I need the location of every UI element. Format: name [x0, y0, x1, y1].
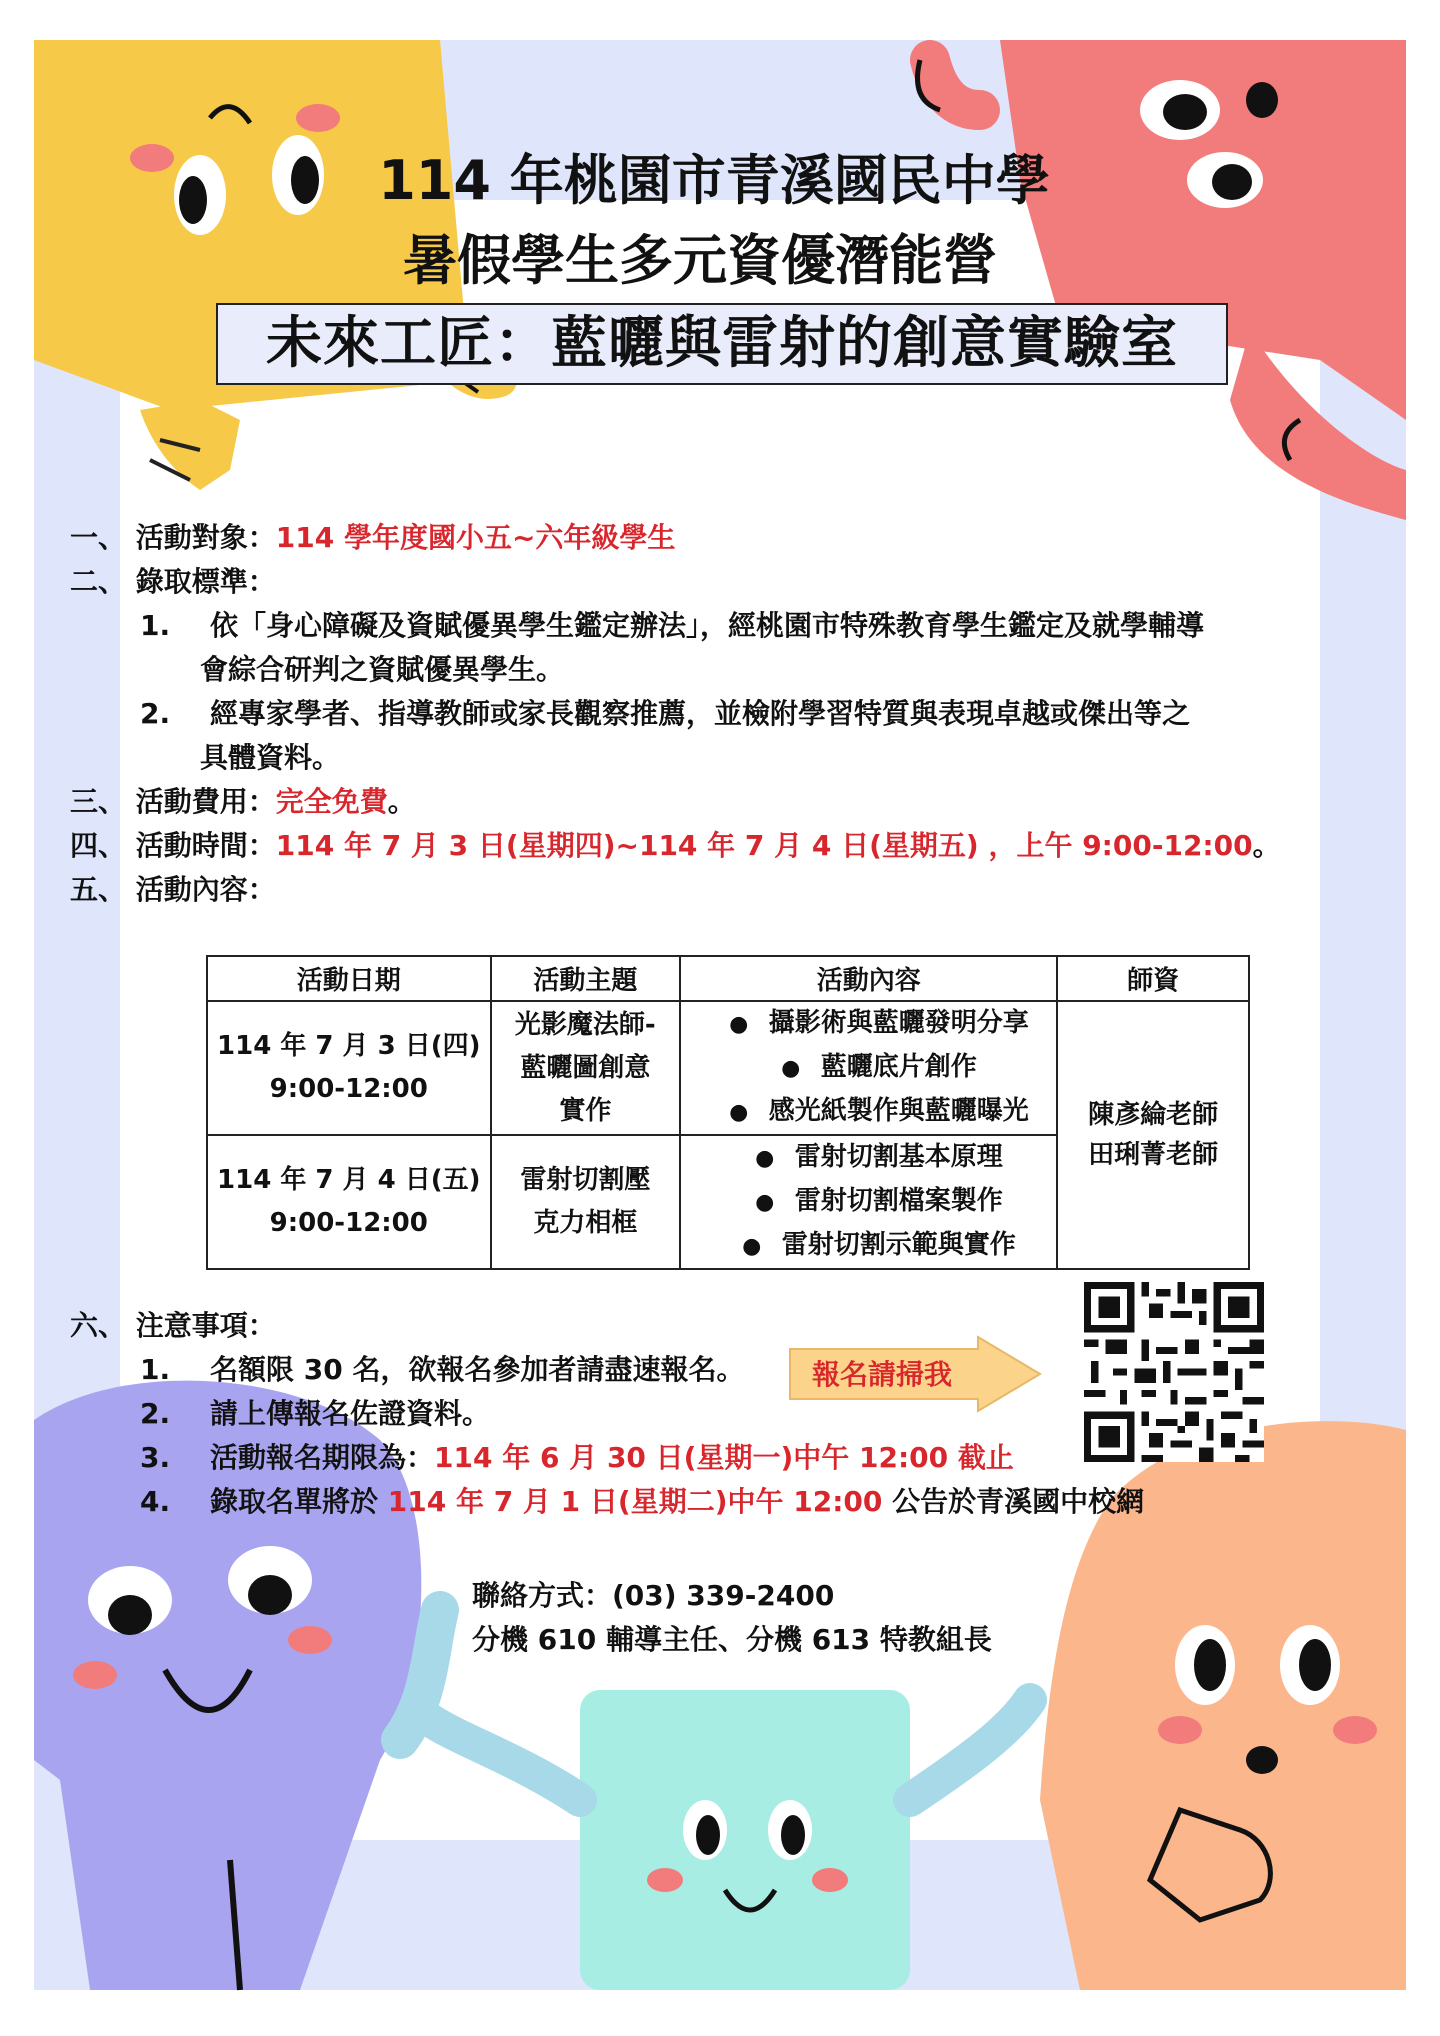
list-item: ● 感光紙製作與藍曬曝光 [681, 1090, 1056, 1134]
header-theme: 活動主題 [491, 956, 681, 1001]
table-row [207, 1001, 1249, 1135]
list-item: ● 雷射切割基本原理 [681, 1136, 1056, 1180]
note-1: 名額限 30 名，欲報名參加者請盡速報名。 [210, 1353, 745, 1386]
criteria-2-line1: 經專家學者、指導教師或家長觀察推薦，並檢附學習特質與表現卓越或傑出等之 [210, 697, 1191, 730]
bullet-icon: ● [729, 1100, 749, 1125]
bullet-icon: ● [781, 1056, 801, 1081]
row1-date-day: 114 年 7 月 3 日(四) [217, 1031, 481, 1061]
note-4: 錄取名單將於 114 年 7 月 1 日(星期二)中午 12:00 公告於青溪國中校網 [210, 1485, 1145, 1518]
section-target-value: 114 學年度國小五~六年級學生 [275, 521, 676, 554]
bullet-icon: ● [755, 1146, 775, 1171]
header-teacher: 師資 [1057, 956, 1249, 1001]
mint-character [430, 1690, 1030, 1990]
note-1-num: 1. [140, 1353, 171, 1386]
teachers [1057, 1001, 1249, 1269]
section-fee-end: 。 [387, 785, 416, 818]
bullet-icon: ● [742, 1234, 762, 1259]
note-4-num: 4. [140, 1485, 171, 1518]
criteria-2-line2: 具體資料。 [200, 741, 341, 774]
criteria-2-num: 2. [140, 697, 171, 730]
row1-theme-line3: 實作 [559, 1095, 612, 1126]
note-3-num: 3. [140, 1441, 171, 1474]
section-target-label: 一、 活動對象： [70, 521, 276, 554]
row2-content [680, 1135, 1057, 1269]
section-fee-value: 完全免費 [275, 785, 388, 818]
section-target [70, 518, 675, 558]
row2-date [207, 1135, 491, 1269]
list-item: ● 雷射切割示範與實作 [681, 1224, 1056, 1268]
row1-theme-line2: 藍曬圖創意 [520, 1052, 651, 1083]
header-date: 活動日期 [207, 956, 491, 1001]
contact-extensions: 分機 610 輔導主任、分機 613 特教組長 [472, 1623, 992, 1656]
title-camp: 暑假學生多元資優潛能營 [403, 229, 997, 292]
section-time-label: 四、 活動時間： [70, 829, 276, 862]
section-time-value: 114 年 7 月 3 日(星期四)~114 年 7 月 4 日(星期五) ，上午 9:00-12:00 [275, 829, 1253, 862]
list-item: ● 雷射切割檔案製作 [681, 1180, 1056, 1224]
row2-theme [491, 1135, 681, 1269]
row2-date-day: 114 年 7 月 4 日(五) [217, 1165, 481, 1195]
table-header-row [207, 956, 1249, 1001]
notes-label: 六、 注意事項： [70, 1309, 276, 1342]
note-2: 請上傳報名佐證資料。 [210, 1397, 491, 1430]
header-content: 活動內容 [680, 956, 1057, 1001]
teacher-2: 田琍菁老師 [1088, 1140, 1219, 1170]
section-fee-label: 三、 活動費用： [70, 785, 276, 818]
row2-theme-line1: 雷射切割壓 [520, 1165, 651, 1195]
schedule-table [206, 955, 1250, 1270]
section-content-label: 五、 活動內容： [70, 873, 276, 906]
list-item: ● 攝影術與藍曬發明分享 [681, 1002, 1056, 1046]
contact-phone: 聯絡方式：(03) 339-2400 [472, 1579, 835, 1612]
signup-arrow-label: 報名請掃我 [812, 1358, 953, 1391]
row1-date [207, 1001, 491, 1135]
section-time-end: 。 [1252, 829, 1281, 862]
list-item: ● 藍曬底片創作 [681, 1046, 1056, 1090]
criteria-1-line2: 會綜合研判之資賦優異學生。 [200, 653, 565, 686]
note-2-num: 2. [140, 1397, 171, 1430]
title-theme: 未來工匠：藍曬與雷射的創意實驗室 [216, 303, 1228, 385]
bullet-icon: ● [755, 1190, 775, 1215]
bullet-icon: ● [729, 1012, 749, 1037]
teacher-1: 陳彥綸老師 [1088, 1100, 1219, 1130]
note-3: 活動報名期限為：114 年 6 月 30 日(星期一)中午 12:00 截止 [210, 1441, 1014, 1474]
row2-theme-line2: 克力相框 [533, 1208, 638, 1238]
row2-date-time: 9:00-12:00 [269, 1208, 428, 1238]
row1-date-time: 9:00-12:00 [269, 1074, 428, 1104]
qr-code-icon[interactable] [1084, 1282, 1264, 1462]
criteria-1-line1: 依「身心障礙及資賦優異學生鑑定辦法」，經桃園市特殊教育學生鑑定及就學輔導 [210, 609, 1205, 642]
section-fee [70, 782, 416, 822]
row1-content [680, 1001, 1057, 1135]
criteria-1-num: 1. [140, 609, 171, 642]
title-school: 114 年桃園市青溪國民中學 [378, 149, 1050, 212]
row1-theme [491, 1001, 681, 1135]
section-time [70, 826, 1281, 866]
row1-theme-line1: 光影魔法師- [514, 1009, 656, 1040]
section-criteria-label: 二、 錄取標準： [70, 565, 276, 598]
signup-arrow [788, 1335, 1043, 1413]
